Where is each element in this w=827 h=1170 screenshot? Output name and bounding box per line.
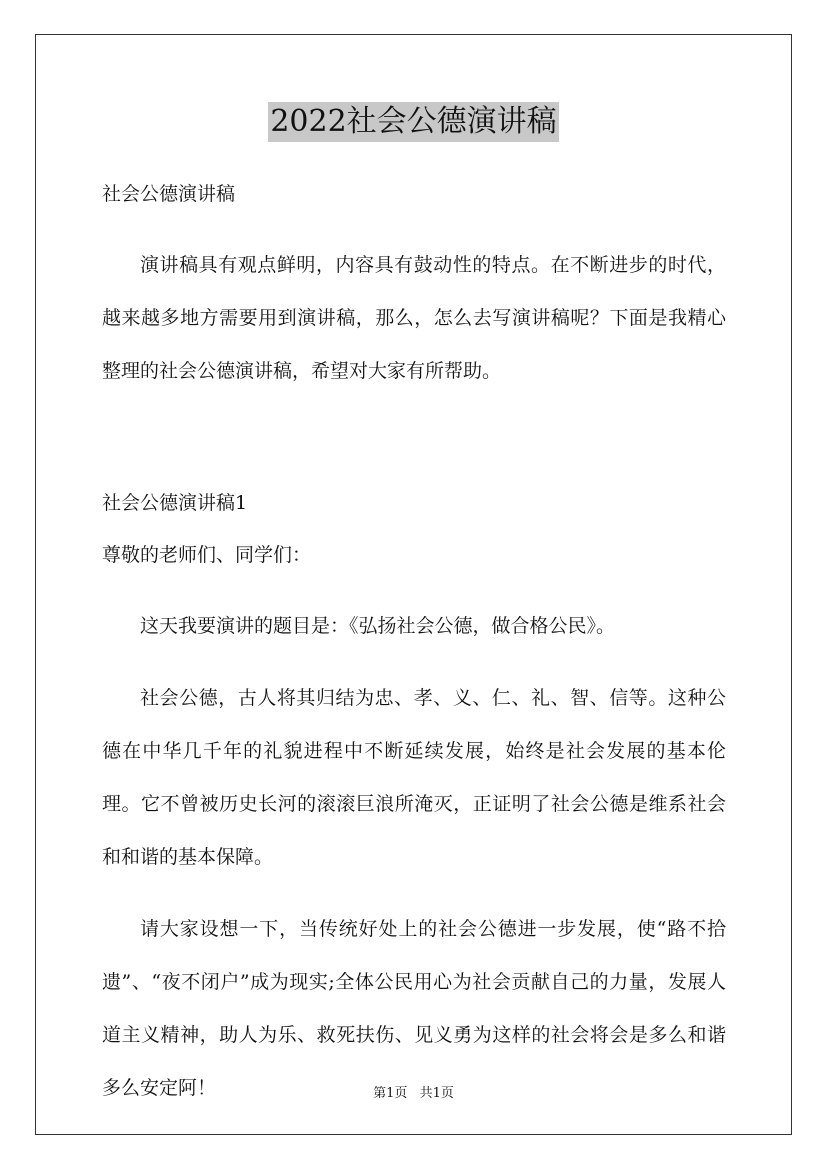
body-paragraph-1: 这天我要演讲的题目是：《弘扬社会公德，做合格公民》。: [140, 615, 616, 637]
document-title: 2022社会公德演讲稿: [268, 102, 558, 142]
title-container: [0, 102, 827, 142]
body-paragraph-3: 请大家设想一下，当传统好处上的社会公德进一步发展，使“路不拾遗”、“夜不闭户”成为现实;全体公民用心为社会贡献自己的力量，发展人道主义精神，助人为乐、救死扶伤、见义勇为这样的社会将会是多么和谐多么安定阿！: [102, 918, 726, 1099]
page-number-current: 第1页: [373, 1086, 408, 1101]
subtitle: 社会公德演讲稿: [102, 183, 236, 205]
document-body: [102, 168, 726, 1134]
body-paragraph-2: 社会公德，古人将其归结为忠、孝、义、仁、礼、智、信等。这种公德在中华几千年的礼貌进程中不断延续发展，始终是社会发展的基本伦理。它不曾被历史长河的滚滚巨浪所淹灭，正证明了社会公德是维系社会和和谐的基本保障。: [102, 687, 726, 868]
section-heading: 社会公德演讲稿1: [102, 492, 248, 514]
salutation: 尊敬的老师们、同学们：: [102, 544, 312, 566]
section-spacer: [102, 417, 726, 477]
page-footer: [0, 1082, 827, 1101]
page-number-total: 共1页: [419, 1086, 454, 1101]
intro-paragraph: 演讲稿具有观点鲜明，内容具有鼓动性的特点。在不断进步的时代，越来越多地方需要用到演讲稿，那么，怎么去写演讲稿呢？下面是我精心整理的社会公德演讲稿，希望对大家有所帮助。: [102, 254, 726, 382]
